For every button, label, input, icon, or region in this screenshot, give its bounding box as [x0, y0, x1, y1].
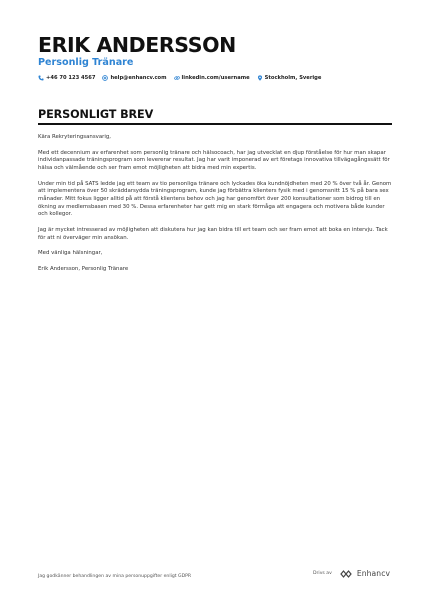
candidate-name: ERIK ANDERSSON	[38, 33, 236, 57]
phone-icon	[38, 75, 44, 81]
location-pin-icon	[257, 75, 263, 81]
brand-name: Enhancv	[356, 569, 391, 578]
link-icon	[174, 75, 180, 81]
letter-paragraph: Under min tid på SATS ledde jag ett team av tio personliga tränare och lyckades öka kundnöjdheten med 20 % över två år. Genom att implementera över 50 skräddarsydda träningsprogram, kunde jag förbättra klienters fysik med i genomsnitt 15 % på bara sex månader. Mitt fokus ligger alltid på att förstå klientens behov och jag har genomfört över 200 konsultationer som bidrog till en ökning av medlemsbasen med 30 %. Dessa erfarenheter har gett mig en stark förmåga att engagera och motivera både kunder och kollegor.	[38, 180, 392, 218]
gdpr-consent: Jag godkänner behandlingen av mina personuppgifter enligt GDPR	[38, 574, 192, 579]
letter-paragraph: Med ett decennium av erfarenhet som personlig tränare och hälsocoach, har jag utvecklat en djup förståelse för hur man skapar individanpassade träningsprogram som levererar resultat. Jag har varit imponerad av ert företags innovativa tillvägagångssätt för hälsa och välmående och ser fram emot möjligheten att bidra med min expertis.	[38, 149, 390, 171]
enhancv-logo-icon	[340, 570, 354, 578]
contact-email[interactable]	[102, 75, 166, 81]
section-title: PERSONLIGT BREV	[38, 108, 154, 121]
brand-link[interactable]	[340, 569, 390, 578]
contact-phone	[38, 75, 95, 81]
contact-location	[257, 75, 322, 81]
contact-bar	[38, 75, 321, 81]
letter-body	[38, 134, 394, 282]
powered-by-label: Drivs av	[313, 571, 332, 576]
at-icon	[102, 75, 108, 81]
section-divider	[38, 123, 392, 125]
powered-by	[313, 569, 390, 578]
letter-salutation: Kära Rekryteringsansvarig,	[38, 134, 111, 140]
location-text: Stockholm, Sverige	[264, 75, 322, 81]
email-link[interactable]: help@enhancv.com	[110, 75, 167, 81]
letter-paragraph: Jag är mycket intresserad av möjligheten att diskutera hur jag kan bidra till ert team och ser fram emot att boka en intervju. Tack för att ni överväger min ansökan.	[38, 226, 388, 241]
linkedin-link[interactable]: linkedin.com/username	[181, 75, 250, 81]
letter-signature: Erik Andersson, Personlig Tränare	[38, 266, 129, 273]
phone-text: +46 70 123 4567	[46, 75, 96, 81]
letter-closing: Med vänliga hälsningar,	[38, 250, 103, 257]
contact-linkedin[interactable]	[174, 75, 250, 81]
candidate-role: Personlig Tränare	[38, 57, 134, 68]
